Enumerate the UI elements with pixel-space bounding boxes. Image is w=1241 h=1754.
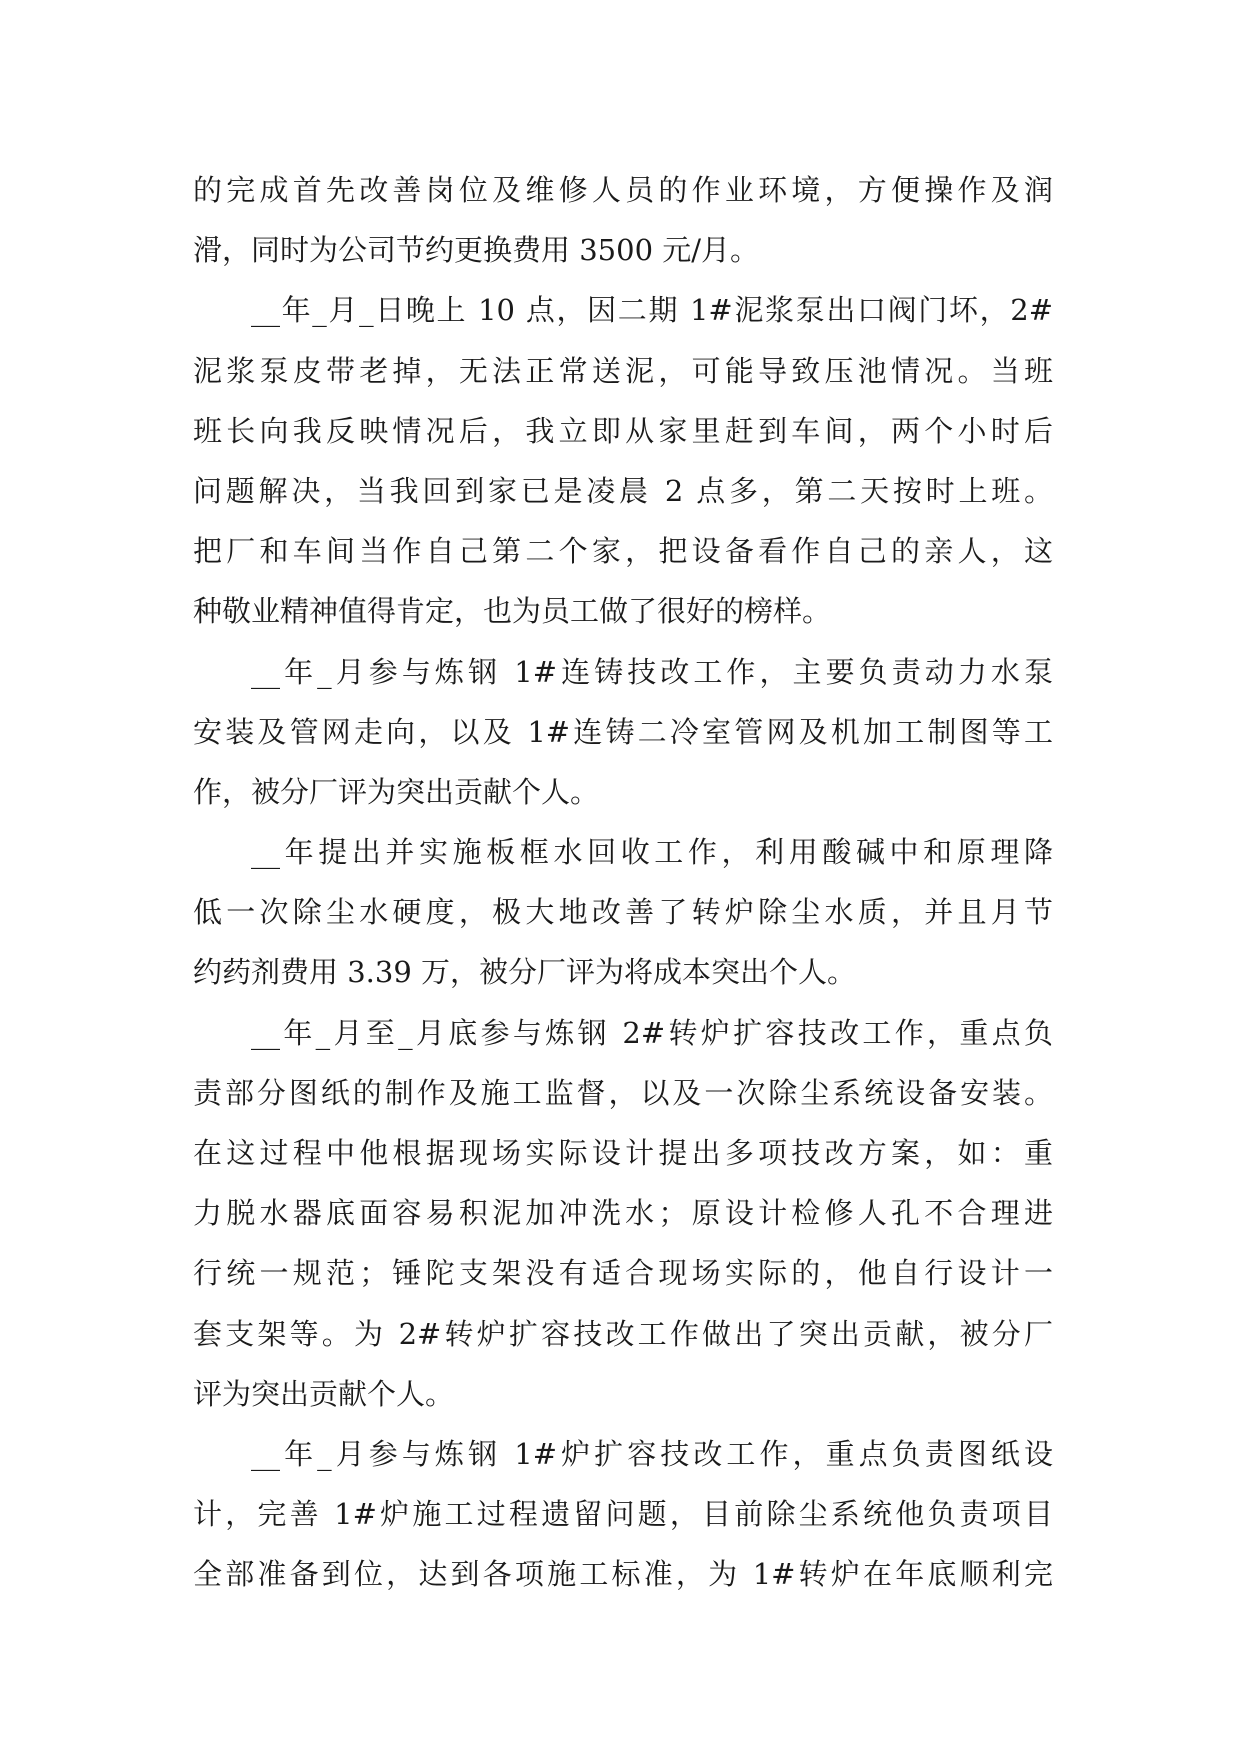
text-line: 低一次除尘水硬度，极大地改善了转炉除尘水质，并且月节 [193, 895, 1053, 930]
text-line: 计，完善 1#炉施工过程遗留问题，目前除尘系统他负责项目 [193, 1497, 1053, 1532]
text-line: 问题解决，当我回到家已是凌晨 2 点多，第二天按时上班。 [193, 473, 1053, 508]
text-line: 种敬业精神值得肯定，也为员工做了很好的榜样。 [193, 594, 832, 629]
text-line: 安装及管网走向，以及 1#连铸二冷室管网及机加工制图等工 [193, 714, 1053, 749]
text-line: 约药剂费用 3.39 万，被分厂评为将成本突出个人。 [193, 955, 857, 990]
text-line: 泥浆泵皮带老掉，无法正常送泥，可能导致压池情况。当班 [193, 353, 1053, 388]
text-line: 滑，同时为公司节约更换费用 3500 元/月。 [193, 233, 760, 268]
text-line: 套支架等。为 2#转炉扩容技改工作做出了突出贡献，被分厂 [193, 1316, 1053, 1351]
text-line: 评为突出贡献个人。 [193, 1376, 455, 1411]
paragraph-first-line: __年_月参与炼钢 1#炉扩容技改工作，重点负责图纸设 [251, 1436, 1053, 1471]
document-body [193, 160, 1053, 1605]
paragraph-first-line: __年_月_日晚上 10 点，因二期 1#泥浆泵出口阀门坏，2# [251, 293, 1053, 328]
text-line: 作，被分厂评为突出贡献个人。 [193, 774, 600, 809]
paragraph-first-line: __年提出并实施板框水回收工作，利用酸碱中和原理降 [251, 835, 1053, 870]
text-line: 全部准备到位，达到各项施工标准，为 1#转炉在年底顺利完 [193, 1557, 1053, 1592]
paragraph-first-line: __年_月参与炼钢 1#连铸技改工作，主要负责动力水泵 [251, 654, 1053, 689]
text-line: 班长向我反映情况后，我立即从家里赶到车间，两个小时后 [193, 413, 1053, 448]
text-line: 力脱水器底面容易积泥加冲洗水；原设计检修人孔不合理进 [193, 1196, 1053, 1231]
text-line: 行统一规范；锤陀支架没有适合现场实际的，他自行设计一 [193, 1256, 1053, 1291]
paragraph-first-line: __年_月至_月底参与炼钢 2#转炉扩容技改工作，重点负 [251, 1015, 1053, 1050]
text-line: 把厂和车间当作自己第二个家，把设备看作自己的亲人，这 [193, 534, 1053, 569]
text-line: 责部分图纸的制作及施工监督，以及一次除尘系统设备安装。 [193, 1075, 1053, 1110]
text-line: 的完成首先改善岗位及维修人员的作业环境，方便操作及润 [193, 173, 1053, 207]
text-line: 在这过程中他根据现场实际设计提出多项技改方案，如：重 [193, 1136, 1053, 1170]
